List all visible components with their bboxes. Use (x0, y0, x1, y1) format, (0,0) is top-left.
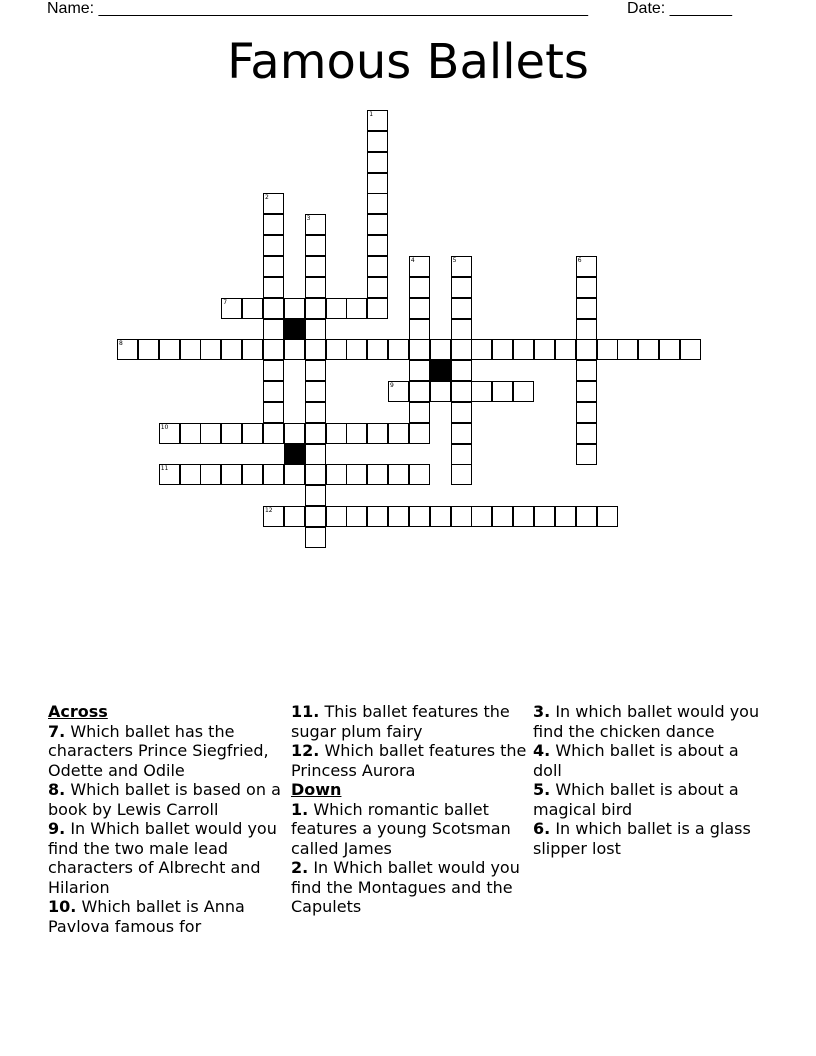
grid-cell[interactable] (326, 506, 347, 527)
grid-cell[interactable] (367, 110, 388, 131)
grid-cell[interactable] (576, 381, 597, 402)
grid-cell[interactable] (305, 444, 326, 465)
grid-cell[interactable] (284, 298, 305, 319)
clue-across-12: 12. Which ballet features the Princess Aurora (291, 741, 527, 780)
black-cell (430, 360, 451, 381)
grid-cell[interactable] (409, 506, 430, 527)
grid-cell[interactable] (534, 339, 555, 360)
grid-cell[interactable] (305, 319, 326, 340)
grid-cell[interactable] (346, 464, 367, 485)
grid-cell[interactable] (513, 339, 534, 360)
clue-number: 11 (160, 465, 169, 473)
grid-cell[interactable] (367, 152, 388, 173)
grid-cell[interactable] (430, 381, 451, 402)
grid-cell[interactable] (409, 256, 430, 277)
grid-cell[interactable] (346, 423, 367, 444)
grid-cell[interactable] (367, 173, 388, 194)
clue-number: 12 (264, 507, 273, 515)
black-cell (284, 444, 305, 465)
grid-cell[interactable] (263, 423, 284, 444)
grid-cell[interactable] (597, 506, 618, 527)
grid-cell[interactable] (388, 464, 409, 485)
grid-cell[interactable] (263, 235, 284, 256)
grid-cell[interactable] (597, 339, 618, 360)
grid-cell[interactable] (346, 339, 367, 360)
grid-cell[interactable] (242, 339, 263, 360)
grid-cell[interactable] (305, 339, 326, 360)
grid-cell[interactable] (221, 464, 242, 485)
clue-number: 8 (119, 340, 123, 348)
grid-cell[interactable] (200, 339, 221, 360)
grid-cell[interactable] (513, 381, 534, 402)
grid-cell[interactable] (367, 235, 388, 256)
grid-cell[interactable] (242, 298, 263, 319)
grid-cell[interactable] (492, 339, 513, 360)
grid-cell[interactable] (263, 277, 284, 298)
grid-cell[interactable] (242, 423, 263, 444)
grid-cell[interactable] (576, 506, 597, 527)
grid-cell[interactable] (367, 193, 388, 214)
grid-cell[interactable] (680, 339, 701, 360)
name-field: Name: _______________________________________________________ (47, 0, 588, 17)
grid-cell[interactable] (451, 402, 472, 423)
clue-down-5: 5. Which ballet is about a magical bird (533, 780, 739, 819)
grid-cell[interactable] (471, 339, 492, 360)
clue-number: 10 (160, 423, 169, 431)
grid-cell[interactable] (367, 339, 388, 360)
grid-cell[interactable] (576, 277, 597, 298)
grid-cell[interactable] (305, 214, 326, 235)
grid-cell[interactable] (409, 402, 430, 423)
grid-cell[interactable] (576, 339, 597, 360)
clue-column-1 (48, 702, 284, 936)
grid-cell[interactable] (305, 402, 326, 423)
grid-cell[interactable] (409, 277, 430, 298)
grid-cell[interactable] (576, 298, 597, 319)
date-field: Date: _______ (627, 0, 732, 17)
grid-cell[interactable] (367, 256, 388, 277)
grid-cell[interactable] (409, 339, 430, 360)
grid-cell[interactable] (221, 339, 242, 360)
grid-cell[interactable] (451, 381, 472, 402)
grid-cell[interactable] (284, 506, 305, 527)
grid-cell[interactable] (576, 319, 597, 340)
clue-number: 6 (577, 256, 582, 264)
clue-across-11: 11. This ballet features the sugar plum fairy (291, 702, 510, 741)
grid-cell[interactable] (305, 360, 326, 381)
grid-cell[interactable] (451, 464, 472, 485)
grid-cell[interactable] (284, 423, 305, 444)
grid-cell[interactable] (388, 506, 409, 527)
grid-cell[interactable] (409, 298, 430, 319)
black-cell (284, 319, 305, 340)
grid-cell[interactable] (305, 527, 326, 548)
grid-cell[interactable] (263, 193, 284, 214)
grid-cell[interactable] (367, 298, 388, 319)
page-title: Famous Ballets (227, 34, 589, 90)
clue-down-1: 1. Which romantic ballet features a young Scotsman called James (291, 799, 511, 858)
grid-cell[interactable] (617, 339, 638, 360)
grid-cell[interactable] (451, 319, 472, 340)
grid-cell[interactable] (263, 381, 284, 402)
grid-cell[interactable] (159, 423, 180, 444)
clue-across-8: 8. Which ballet is based on a book by Lewis Carroll (48, 780, 281, 819)
grid-cell[interactable] (576, 256, 597, 277)
clue-column-2 (291, 702, 527, 917)
grid-cell[interactable] (305, 277, 326, 298)
grid-cell[interactable] (221, 423, 242, 444)
grid-cell[interactable] (326, 298, 347, 319)
grid-cell[interactable] (221, 298, 242, 319)
grid-cell[interactable] (388, 423, 409, 444)
clue-number: 5 (452, 256, 457, 264)
grid-cell[interactable] (576, 360, 597, 381)
grid-cell[interactable] (305, 464, 326, 485)
grid-cell[interactable] (451, 423, 472, 444)
grid-cell[interactable] (555, 506, 576, 527)
grid-cell[interactable] (263, 319, 284, 340)
grid-cell[interactable] (388, 381, 409, 402)
grid-cell[interactable] (492, 381, 513, 402)
grid-cell[interactable] (284, 339, 305, 360)
grid-cell[interactable] (180, 423, 201, 444)
grid-cell[interactable] (263, 506, 284, 527)
clue-across-9: 9. In Which ballet would you find the two male lead characters of Albrecht and Hilarion (48, 819, 277, 897)
grid-cell[interactable] (451, 277, 472, 298)
grid-cell[interactable] (451, 298, 472, 319)
grid-cell[interactable] (576, 402, 597, 423)
clue-down-6: 6. In which ballet is a glass slipper lost (533, 819, 751, 858)
grid-cell[interactable] (263, 256, 284, 277)
grid-cell[interactable] (159, 339, 180, 360)
grid-cell[interactable] (180, 464, 201, 485)
grid-cell[interactable] (555, 339, 576, 360)
grid-cell[interactable] (263, 402, 284, 423)
grid-cell[interactable] (346, 506, 367, 527)
grid-cell[interactable] (263, 339, 284, 360)
grid-cell[interactable] (305, 298, 326, 319)
clue-down-3: 3. In which ballet would you find the chicken dance (533, 702, 760, 741)
grid-cell[interactable] (346, 298, 367, 319)
grid-cell[interactable] (659, 339, 680, 360)
grid-cell[interactable] (430, 506, 451, 527)
grid-cell[interactable] (180, 339, 201, 360)
grid-cell[interactable] (159, 464, 180, 485)
clue-down-2: 2. In Which ballet would you find the Montagues and the Capulets (291, 858, 520, 916)
across-heading: Across (48, 702, 108, 721)
grid-cell[interactable] (430, 339, 451, 360)
clue-number: 3 (306, 215, 311, 223)
grid-cell[interactable] (326, 423, 347, 444)
grid-cell[interactable] (326, 339, 347, 360)
grid-cell[interactable] (367, 506, 388, 527)
grid-cell[interactable] (305, 381, 326, 402)
grid-cell[interactable] (513, 506, 534, 527)
grid-cell[interactable] (638, 339, 659, 360)
grid-cell[interactable] (409, 423, 430, 444)
grid-cell[interactable] (242, 464, 263, 485)
down-heading: Down (291, 780, 342, 799)
clue-column-3 (533, 702, 769, 858)
clue-across-7: 7. Which ballet has the characters Prince Siegfried, Odette and Odile (48, 721, 269, 780)
grid-cell[interactable] (138, 339, 159, 360)
grid-cell[interactable] (263, 360, 284, 381)
clue-number: 7 (223, 298, 228, 306)
grid-cell[interactable] (367, 277, 388, 298)
grid-cell[interactable] (305, 235, 326, 256)
grid-cell[interactable] (409, 360, 430, 381)
clue-down-4: 4. Which ballet is about a doll (533, 741, 739, 780)
grid-cell[interactable] (200, 423, 221, 444)
grid-cell[interactable] (451, 339, 472, 360)
grid-cell[interactable] (451, 506, 472, 527)
grid-cell[interactable] (326, 464, 347, 485)
grid-cell[interactable] (534, 506, 555, 527)
grid-cell[interactable] (263, 214, 284, 235)
grid-cell[interactable] (451, 444, 472, 465)
grid-cell[interactable] (263, 298, 284, 319)
grid-cell[interactable] (451, 360, 472, 381)
grid-cell[interactable] (367, 423, 388, 444)
grid-cell[interactable] (492, 506, 513, 527)
grid-cell[interactable] (367, 214, 388, 235)
clue-number: 9 (390, 382, 394, 390)
grid-cell[interactable] (367, 131, 388, 152)
grid-cell[interactable] (200, 464, 221, 485)
grid-cell[interactable] (576, 423, 597, 444)
grid-cell[interactable] (471, 381, 492, 402)
grid-cell[interactable] (305, 256, 326, 277)
grid-cell[interactable] (263, 464, 284, 485)
grid-cell[interactable] (409, 381, 430, 402)
clue-number: 2 (264, 194, 269, 202)
grid-cell[interactable] (576, 444, 597, 465)
grid-cell[interactable] (409, 464, 430, 485)
grid-cell[interactable] (471, 506, 492, 527)
grid-cell[interactable] (388, 339, 409, 360)
clue-number: 1 (369, 111, 374, 118)
clue-across-10: 10. Which ballet is Anna Pavlova famous for (48, 897, 245, 936)
grid-cell[interactable] (367, 464, 388, 485)
grid-cell[interactable] (451, 256, 472, 277)
grid-cell[interactable] (305, 423, 326, 444)
clue-number: 4 (410, 256, 415, 264)
grid-cell[interactable] (409, 319, 430, 340)
grid-cell[interactable] (305, 506, 326, 527)
grid-cell[interactable] (284, 464, 305, 485)
grid-cell[interactable] (117, 339, 138, 360)
grid-cell[interactable] (305, 485, 326, 506)
